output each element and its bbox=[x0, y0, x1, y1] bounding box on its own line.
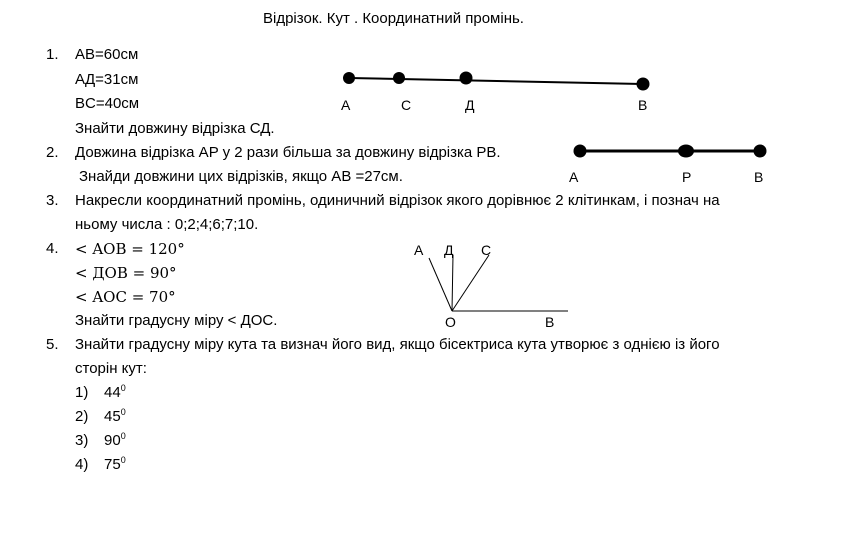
point-a bbox=[574, 145, 587, 158]
option-value: 90 bbox=[104, 432, 121, 449]
figure-4-angles bbox=[429, 255, 568, 311]
figure-1-label-c: C bbox=[401, 97, 412, 113]
task-4-question: Знайти градусну міру < ДOC. bbox=[75, 312, 278, 329]
option-degree-mark: 0 bbox=[120, 455, 126, 465]
task-4-angle-aob: < AOB = 120° bbox=[75, 240, 185, 258]
task-3-number: 3. bbox=[46, 192, 59, 209]
task-3-line-1: Накресли координатний промінь, одиничний відрізок якого дорівнює 2 клітинкам, і познач на bbox=[75, 192, 720, 209]
figure-2-label-p: P bbox=[682, 169, 692, 185]
option-degree-mark: 0 bbox=[120, 383, 126, 393]
task-2-line-1: Довжина відрізка AP у 2 рази більша за довжину відрізка PB. bbox=[75, 144, 501, 161]
worksheet-title: Відрізок. Кут . Координатний промінь. bbox=[263, 10, 524, 27]
task-5-option-4-number: 4) bbox=[75, 456, 89, 473]
point-a bbox=[343, 72, 355, 84]
figure-1-label-b: B bbox=[638, 97, 648, 113]
figure-4-label-b: B bbox=[545, 314, 555, 330]
figure-1-label-d: Д bbox=[465, 97, 475, 113]
task-4-angle-aoc: < AOC = 70° bbox=[75, 288, 176, 306]
task-3-line-2: ньому числа : 0;2;4;6;7;10. bbox=[75, 216, 259, 233]
point-b bbox=[754, 145, 767, 158]
option-degree-mark: 0 bbox=[120, 431, 126, 441]
figure-2-label-a: A bbox=[569, 169, 579, 185]
figure-1-segment bbox=[343, 72, 650, 91]
option-degree-mark: 0 bbox=[120, 407, 126, 417]
figure-4-label-d: Д bbox=[444, 242, 454, 258]
task-1-number: 1. bbox=[46, 46, 59, 63]
ray-oa bbox=[429, 258, 452, 311]
ray-od bbox=[452, 255, 453, 311]
task-5-line-1: Знайти градусну міру кута та визнач його вид, якщо бісектриса кута утворює з однією із його bbox=[75, 336, 720, 353]
task-2-question: Знайди довжини цих відрізків, якщо AB =27см. bbox=[79, 168, 403, 185]
task-1-line-1: AB=60см bbox=[75, 46, 139, 63]
point-p bbox=[678, 145, 694, 158]
option-value: 44 bbox=[104, 384, 121, 401]
option-value: 75 bbox=[104, 456, 121, 473]
task-4-number: 4. bbox=[46, 240, 59, 257]
figure-1-label-a: A bbox=[341, 97, 351, 113]
figure-2-segment bbox=[574, 145, 767, 158]
task-5-number: 5. bbox=[46, 336, 59, 353]
task-5-line-2: сторін кут: bbox=[75, 360, 147, 377]
ray-oc bbox=[452, 255, 489, 311]
figure-4-label-o: O bbox=[445, 314, 456, 330]
option-value: 45 bbox=[104, 408, 121, 425]
point-d bbox=[460, 72, 473, 85]
figure-4-label-a: A bbox=[414, 242, 424, 258]
task-4-angle-dob: < ДOB = 90° bbox=[75, 264, 177, 282]
figure-2-label-b: B bbox=[754, 169, 764, 185]
task-2-number: 2. bbox=[46, 144, 59, 161]
task-1-line-3: BC=40см bbox=[75, 95, 140, 112]
task-1-line-2: AД=31см bbox=[75, 71, 139, 88]
task-5-option-3-number: 3) bbox=[75, 432, 89, 449]
task-5-option-1-number: 1) bbox=[75, 384, 89, 401]
task-5-option-2-number: 2) bbox=[75, 408, 89, 425]
figure-4-label-c: C bbox=[481, 242, 492, 258]
point-b bbox=[637, 78, 650, 91]
point-c bbox=[393, 72, 405, 84]
task-1-question: Знайти довжину відрізка СД. bbox=[75, 120, 275, 137]
